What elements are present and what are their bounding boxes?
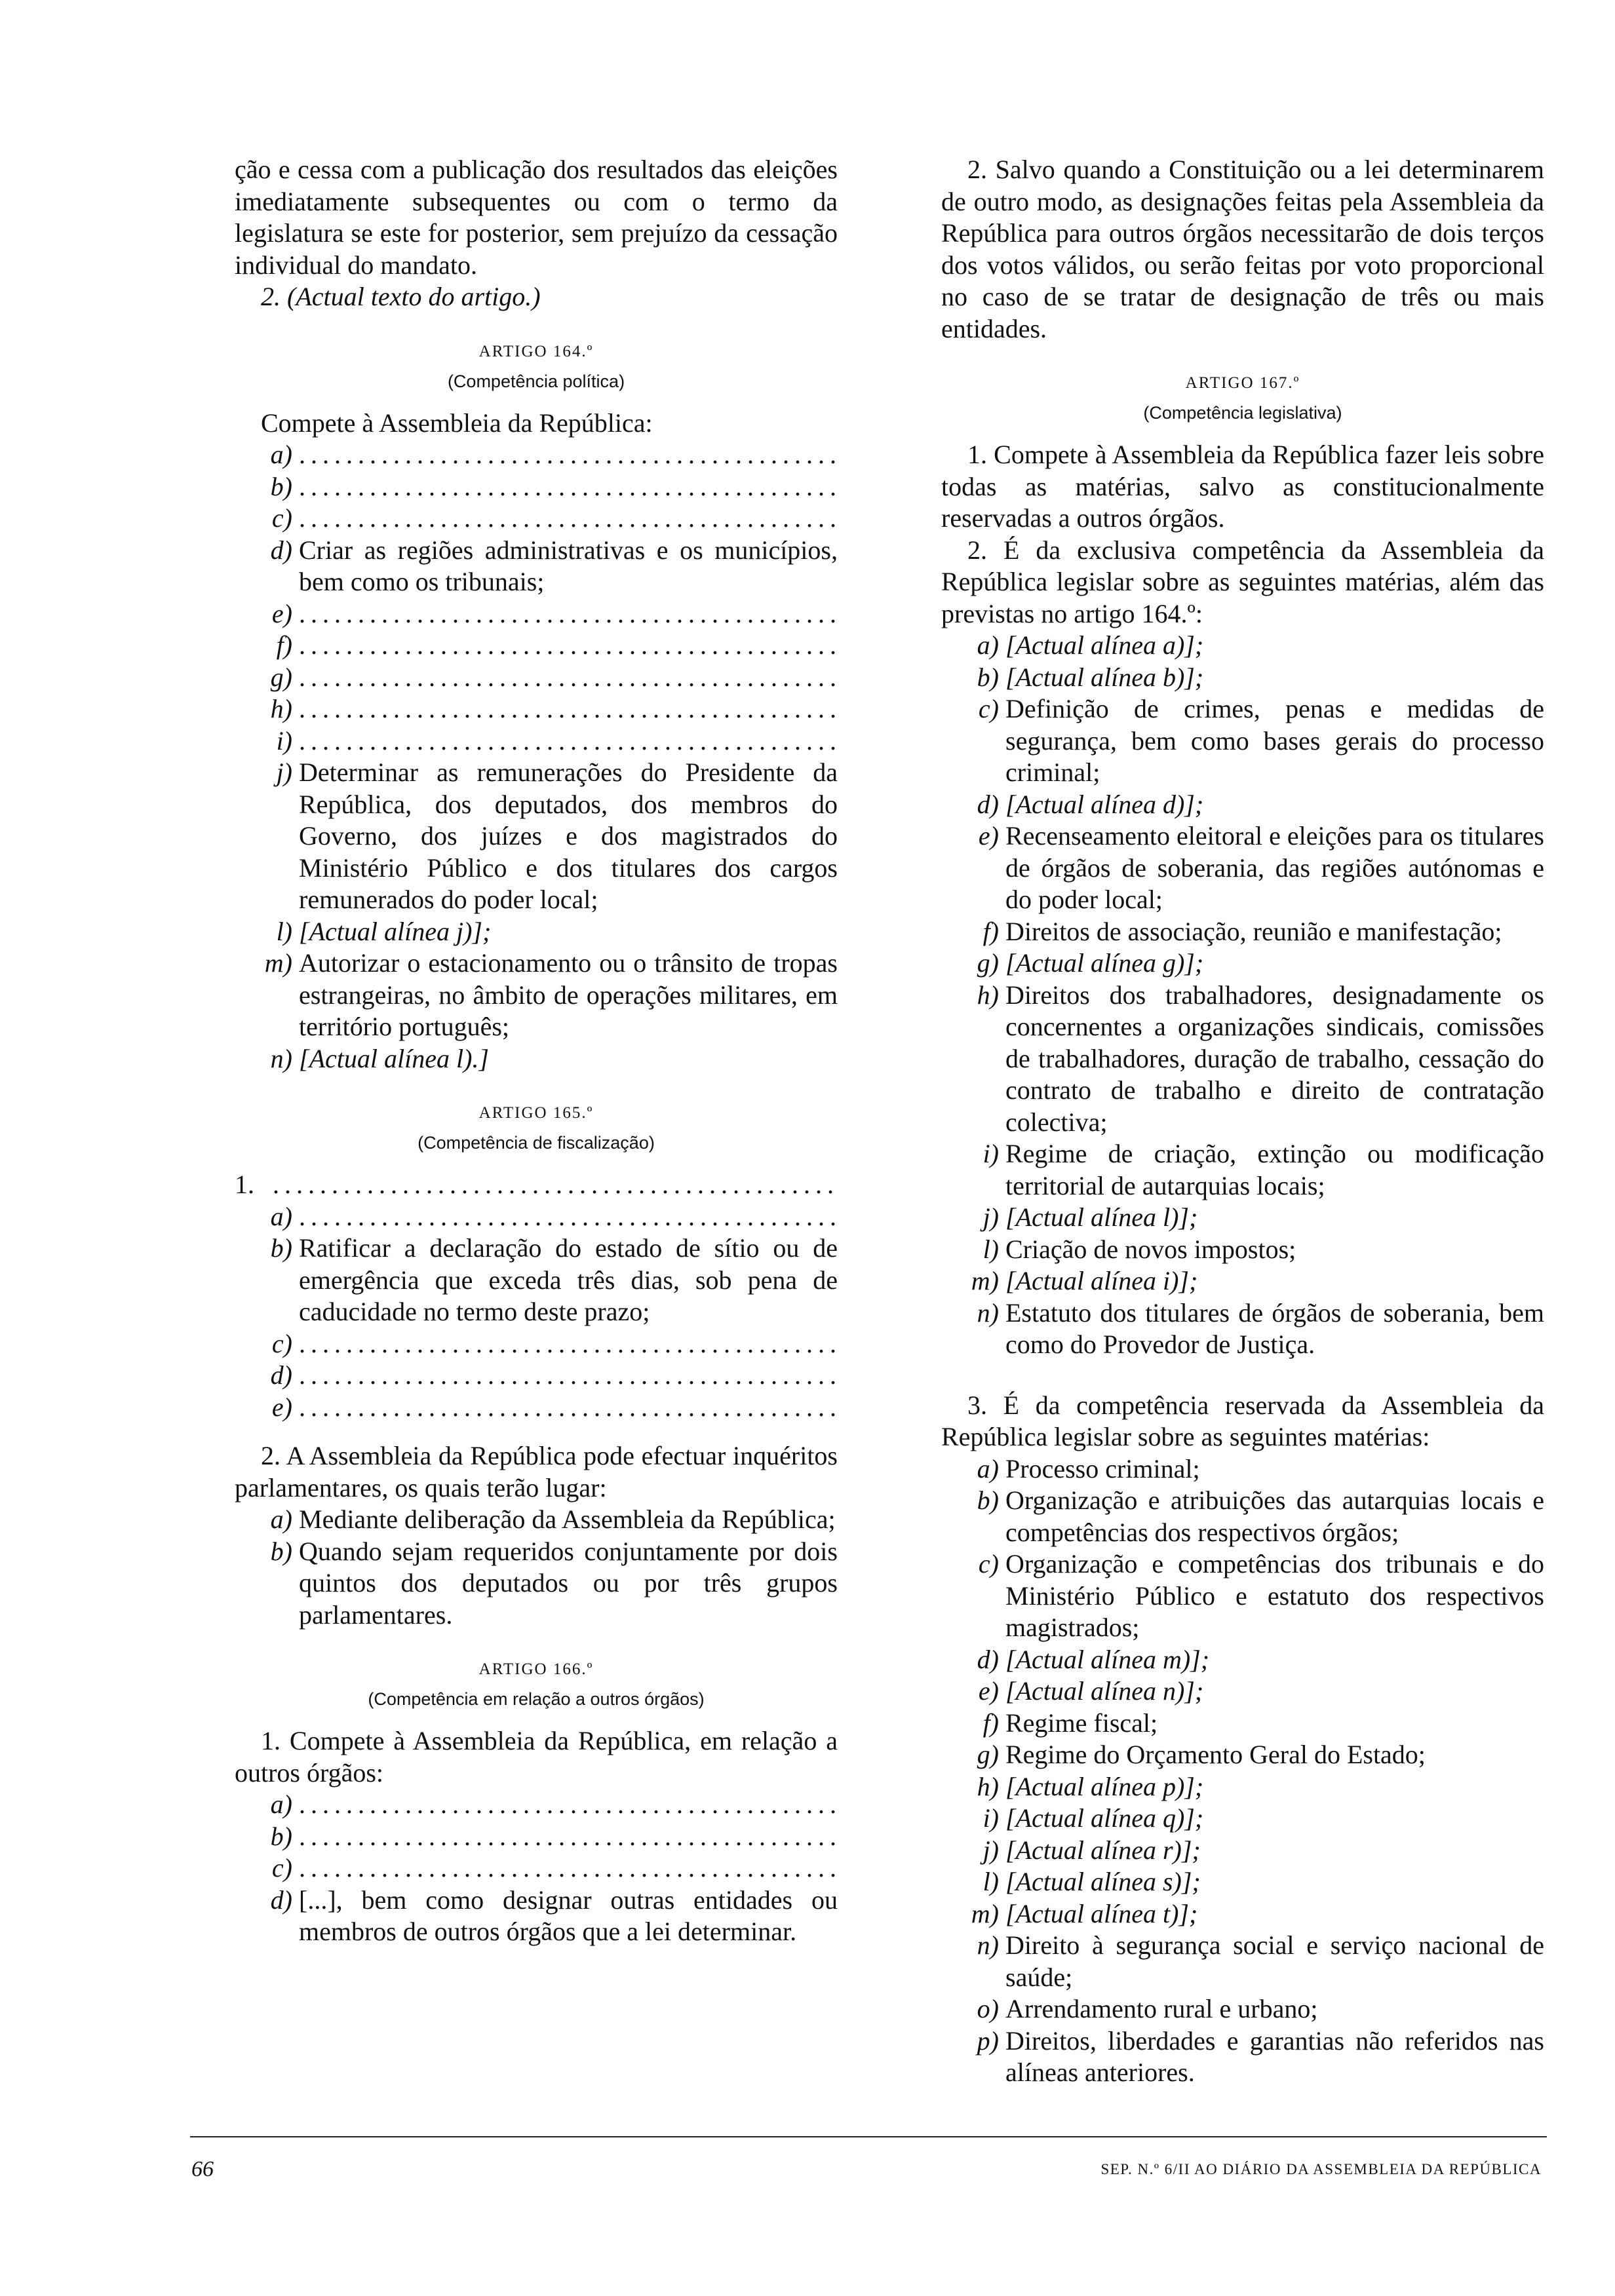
- item-label: c): [271, 503, 292, 533]
- item-label: d): [270, 535, 292, 565]
- list-item: [235, 1504, 838, 1536]
- item-text: [299, 1360, 838, 1392]
- list-item: [235, 725, 838, 757]
- item-label: c): [978, 1549, 999, 1578]
- list-item: [235, 1392, 838, 1424]
- item-text: [...], bem como designar outras entidades ou membros de outros órgãos que a lei determinar.: [299, 1885, 838, 1946]
- article-167-point-3-items: [941, 1453, 1544, 2089]
- list-item: [941, 1234, 1544, 1266]
- list-item: [941, 1739, 1544, 1771]
- item-label: b): [270, 1536, 292, 1566]
- list-item: [235, 439, 838, 471]
- item-text: [299, 1201, 838, 1233]
- item-text: [Actual alínea b)];: [1005, 662, 1204, 692]
- item-label: o): [977, 1994, 999, 2023]
- list-item: [235, 503, 838, 535]
- item-text: [Actual alínea q)];: [1005, 1803, 1204, 1833]
- list-item: [941, 693, 1544, 789]
- item-label: g): [977, 948, 999, 978]
- list-item: [235, 598, 838, 630]
- item-text: Processo criminal;: [1005, 1453, 1200, 1483]
- item-text: Direitos, liberdades e garantias não referidos nas alíneas anteriores.: [1005, 2025, 1544, 2087]
- list-item: [941, 916, 1544, 948]
- item-label: f): [983, 1708, 999, 1738]
- item-label: l): [276, 916, 292, 946]
- item-text: [299, 1821, 838, 1853]
- item-label: e): [978, 1676, 999, 1706]
- article-165-title: ARTIGO 165.º: [478, 1104, 594, 1122]
- item-label: f): [983, 916, 999, 946]
- left-column: [235, 154, 838, 1948]
- list-item: [941, 1771, 1544, 1803]
- item-text: [Actual alínea l)];: [1005, 1202, 1198, 1232]
- intro-point-2: 2. (Actual texto do artigo.): [261, 282, 541, 311]
- item-label: a): [977, 1453, 999, 1483]
- item-text: [299, 662, 838, 694]
- item-label: b): [270, 471, 292, 501]
- item-text: [Actual alínea m)];: [1005, 1644, 1210, 1674]
- item-label: e): [271, 1392, 292, 1422]
- list-item: [235, 1043, 838, 1075]
- item-text: Ratificar a declaração do estado de sítio ou de emergência que exceda três dias, sob pena de caducidade no termo deste prazo;: [299, 1233, 838, 1326]
- item-label: b): [977, 662, 999, 692]
- list-item: [941, 789, 1544, 821]
- item-text: [Actual alínea s)];: [1005, 1867, 1201, 1896]
- list-item: [235, 1360, 838, 1392]
- item-label: a): [270, 1789, 292, 1819]
- item-label: j): [276, 757, 292, 787]
- right-column: [941, 154, 1544, 2089]
- item-text: [Actual alínea i)];: [1005, 1266, 1198, 1295]
- item-label: m): [971, 1266, 999, 1295]
- item-text: Arrendamento rural e urbano;: [1005, 1994, 1318, 2023]
- list-item: [941, 1993, 1544, 2025]
- item-label: e): [271, 598, 292, 628]
- article-165-heading: (Competência de fiscalização): [418, 1133, 655, 1153]
- article-166-point-2: 2. Salvo quando a Constituição ou a lei determinarem de outro modo, as designações feitas pela Assembleia da República para outros órgãos necessitarão de dois terços dos votos válidos, ou serão feitas por voto proporcional no caso de se tratar de designação de três ou mais entidades.: [941, 155, 1544, 343]
- article-167-point-2-items: [941, 630, 1544, 1361]
- list-item: [235, 535, 838, 598]
- item-label: g): [270, 662, 292, 692]
- list-item: [941, 1138, 1544, 1202]
- list-item: [941, 1675, 1544, 1708]
- item-text: Recenseamento eleitoral e eleições para os titulares de órgãos de soberania, das regiões autónomas e do poder local;: [1005, 821, 1544, 914]
- item-label: h): [977, 1771, 999, 1801]
- intro-paragraph: ção e cessa com a publicação dos resultados das eleições imediatamente subsequentes ou com o termo da legislatura se este for posterior, sem prejuízo da cessação individual do mandato.: [235, 155, 838, 280]
- list-item: [941, 1898, 1544, 1930]
- item-label: c): [978, 694, 999, 723]
- list-item: [941, 630, 1544, 662]
- item-text: Direitos de associação, reunião e manifestação;: [1005, 916, 1502, 946]
- item-text: [Actual alínea p)];: [1005, 1771, 1204, 1801]
- item-text: [299, 630, 838, 662]
- list-item: [235, 1201, 838, 1233]
- article-167-point-3: 3. É da competência reservada da Assembleia da República legislar sobre as seguintes matérias:: [941, 1390, 1544, 1451]
- item-label: h): [977, 980, 999, 1010]
- article-166-title: ARTIGO 166.º: [478, 1660, 594, 1678]
- item-label: d): [977, 1644, 999, 1674]
- item-label: e): [978, 821, 999, 851]
- item-text: Definição de crimes, penas e medidas de segurança, bem como bases gerais do processo criminal;: [1005, 694, 1544, 787]
- list-item: [235, 471, 838, 503]
- list-item: [941, 1835, 1544, 1867]
- list-item: [941, 1866, 1544, 1898]
- item-label: c): [271, 1853, 292, 1883]
- item-label: f): [276, 630, 292, 660]
- item-label: d): [270, 1360, 292, 1390]
- article-165-point-1: [235, 1169, 838, 1201]
- list-item: [235, 1536, 838, 1632]
- item-text: [299, 693, 838, 725]
- list-item: [235, 1328, 838, 1360]
- item-text: Determinar as remunerações do Presidente da República, dos deputados, dos membros do Governo, dos juízes e dos magistrados do Ministério Público e dos titulares dos cargos remunerados do poder local;: [299, 757, 838, 914]
- item-label: n): [977, 1930, 999, 1960]
- point-label: 1.: [235, 1170, 254, 1199]
- item-label: g): [977, 1740, 999, 1769]
- item-text: [299, 1789, 838, 1821]
- item-text: [299, 1392, 838, 1424]
- item-label: i): [983, 1139, 999, 1168]
- item-label: n): [270, 1043, 292, 1073]
- list-item: [235, 1821, 838, 1853]
- item-text: [299, 503, 838, 535]
- item-text: [299, 1328, 838, 1360]
- article-164-heading: (Competência política): [447, 371, 625, 391]
- page-number: 66: [191, 2157, 214, 2181]
- article-166-point-1: 1. Compete à Assembleia da República, em relação a outros órgãos:: [235, 1726, 838, 1788]
- item-text: [Actual alínea a)];: [1005, 630, 1204, 660]
- article-164-title: ARTIGO 164.º: [478, 342, 594, 360]
- item-label: m): [264, 948, 292, 978]
- article-166-heading: (Competência em relação a outros órgãos): [368, 1689, 705, 1709]
- item-text: Direitos dos trabalhadores, designadamente os concernentes a organizações sindicais, comissões de trabalhadores, duração de trabalho, cessação do contrato de trabalho e direito de contratação colectiva;: [1005, 980, 1544, 1137]
- footer-rule: [190, 2136, 1547, 2137]
- list-item: [235, 630, 838, 662]
- item-label: d): [977, 789, 999, 819]
- item-text: Estatuto dos titulares de órgãos de soberania, bem como do Provedor de Justiça.: [1005, 1297, 1544, 1359]
- list-item: [235, 916, 838, 948]
- list-item: [941, 947, 1544, 980]
- item-text: Regime do Orçamento Geral do Estado;: [1005, 1740, 1426, 1769]
- article-167-title: ARTIGO 167.º: [1185, 374, 1300, 392]
- item-label: d): [270, 1885, 292, 1915]
- item-label: i): [983, 1803, 999, 1833]
- list-item: [941, 2025, 1544, 2089]
- item-label: l): [983, 1234, 999, 1264]
- article-167-point-1: 1. Compete à Assembleia da República fazer leis sobre todas as matérias, salvo as constitucionalmente reservadas a outros órgãos.: [941, 440, 1544, 533]
- running-footer: SEP. N.º 6/II AO DIÁRIO DA ASSEMBLEIA DA REPÚBLICA: [1100, 2161, 1542, 2177]
- article-165-items: [235, 1201, 838, 1424]
- item-text: [Actual alínea g)];: [1005, 948, 1204, 978]
- article-165-point-2: 2. A Assembleia da República pode efectuar inquéritos parlamentares, os quais terão lugar:: [235, 1441, 838, 1502]
- list-item: [941, 1202, 1544, 1234]
- item-label: a): [270, 440, 292, 469]
- item-text: [Actual alínea r)];: [1005, 1835, 1201, 1865]
- list-item: [941, 1453, 1544, 1485]
- list-item: [941, 1644, 1544, 1676]
- item-label: j): [983, 1835, 999, 1865]
- list-item: [941, 1803, 1544, 1835]
- item-label: a): [270, 1201, 292, 1231]
- item-text: [299, 471, 838, 503]
- item-text: [299, 1852, 838, 1885]
- list-item: [941, 980, 1544, 1139]
- item-label: l): [983, 1867, 999, 1896]
- item-text: [299, 598, 838, 630]
- list-item: [941, 1265, 1544, 1297]
- list-item: [941, 662, 1544, 694]
- list-item: [235, 1885, 838, 1948]
- item-label: i): [276, 725, 292, 756]
- article-167-heading: (Competência legislativa): [1143, 403, 1342, 423]
- article-167-point-2: 2. É da exclusiva competência da Assembleia da República legislar sobre as seguintes matérias, além das previstas no artigo 164.º:: [941, 535, 1544, 628]
- item-label: j): [983, 1202, 999, 1232]
- list-item: [235, 757, 838, 916]
- item-label: c): [271, 1328, 292, 1358]
- list-item: [941, 1930, 1544, 1993]
- item-text: [299, 725, 838, 757]
- item-text: Criação de novos impostos;: [1005, 1234, 1296, 1264]
- article-165-point-2-items: [235, 1504, 838, 1631]
- item-text: [Actual alínea t)];: [1005, 1898, 1198, 1928]
- list-item: [941, 1485, 1544, 1548]
- item-label: a): [977, 630, 999, 660]
- item-label: b): [270, 1821, 292, 1851]
- list-item: [235, 1852, 838, 1885]
- article-164-items: [235, 439, 838, 1075]
- point-text: [273, 1169, 838, 1201]
- item-text: [Actual alínea j)];: [299, 916, 492, 946]
- item-label: b): [977, 1485, 999, 1515]
- item-text: Autorizar o estacionamento ou o trânsito de tropas estrangeiras, no âmbito de operações militares, em território português;: [299, 948, 838, 1041]
- item-text: Direito à segurança social e serviço nacional de saúde;: [1005, 1930, 1544, 1992]
- item-text: Organização e atribuições das autarquias locais e competências dos respectivos órgãos;: [1005, 1485, 1544, 1547]
- item-label: m): [971, 1898, 999, 1928]
- article-166-items: [235, 1789, 838, 1948]
- list-item: [235, 1789, 838, 1821]
- item-text: [299, 439, 838, 471]
- item-text: Regime fiscal;: [1005, 1708, 1158, 1738]
- list-item: [235, 693, 838, 725]
- list-item: [941, 1297, 1544, 1361]
- list-item: [235, 1233, 838, 1328]
- item-label: p): [977, 2025, 999, 2056]
- list-item: [941, 1708, 1544, 1740]
- item-text: [Actual alínea l).]: [299, 1043, 489, 1073]
- item-label: a): [270, 1504, 292, 1534]
- item-text: Organização e competências dos tribunais e do Ministério Público e estatuto dos respectivos magistrados;: [1005, 1549, 1544, 1642]
- item-label: b): [270, 1233, 292, 1263]
- item-text: [Actual alínea n)];: [1005, 1676, 1204, 1706]
- list-item: [235, 947, 838, 1043]
- list-item: [235, 662, 838, 694]
- item-text: Regime de criação, extinção ou modificação territorial de autarquias locais;: [1005, 1139, 1544, 1200]
- article-164-lead: Compete à Assembleia da República:: [261, 408, 653, 438]
- item-text: Quando sejam requeridos conjuntamente por dois quintos dos deputados ou por três grupos parlamentares.: [299, 1536, 838, 1630]
- item-text: Mediante deliberação da Assembleia da República;: [299, 1504, 836, 1534]
- item-text: [Actual alínea d)];: [1005, 789, 1204, 819]
- item-label: h): [270, 694, 292, 723]
- list-item: [941, 1548, 1544, 1644]
- list-item: [941, 820, 1544, 916]
- item-label: n): [977, 1297, 999, 1328]
- item-text: Criar as regiões administrativas e os municípios, bem como os tribunais;: [299, 535, 838, 596]
